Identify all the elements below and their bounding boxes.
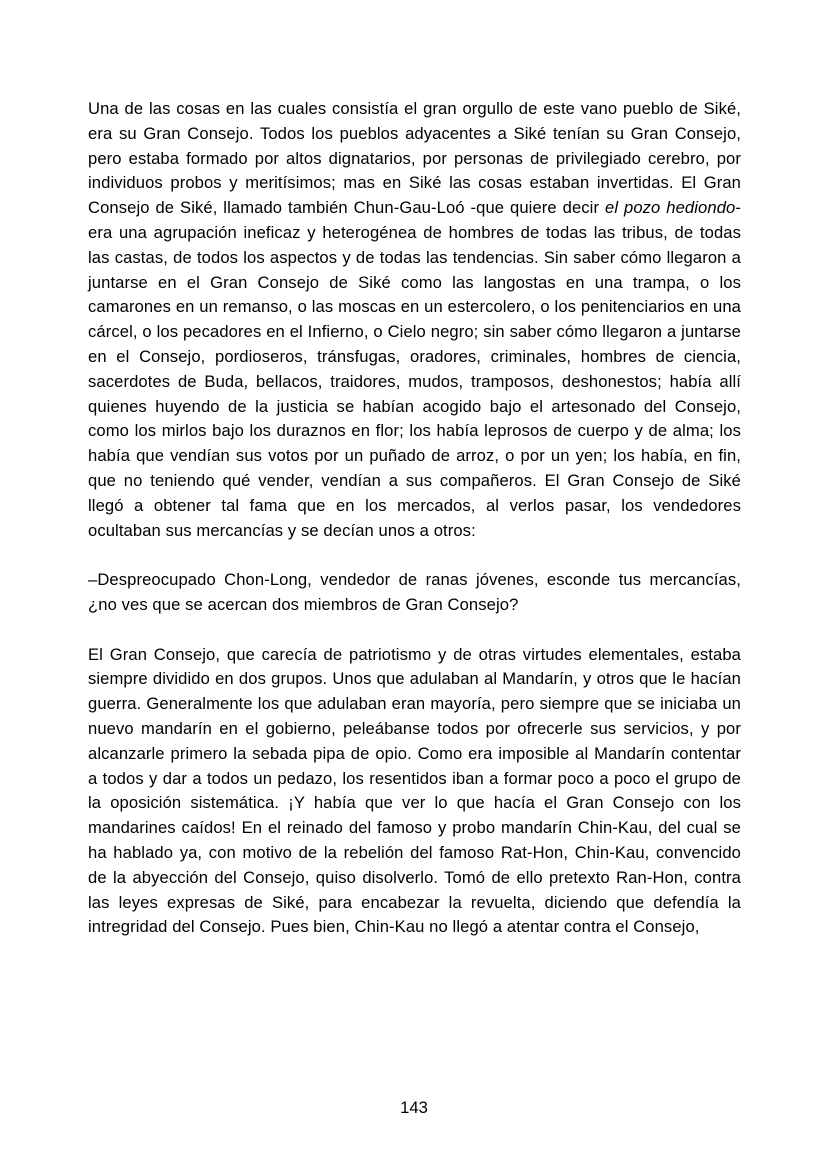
page-number: 143 xyxy=(400,1098,428,1117)
paragraph xyxy=(88,97,741,543)
paragraph: –Despreocupado Chon-Long, vendedor de ranas jóvenes, esconde tus mercancías, ¿no ves que se acercan dos miembros de Gran Consejo? xyxy=(88,570,741,614)
paragraph-text: Una de las cosas en las cuales consistía el gran orgullo de este vano pueblo de Siké, era su Gran Consejo. Todos los pueblos adyacentes a Siké tenían su Gran Consejo, pero estaba formado por altos dignatarios, por personas de privilegiado cerebro, por individuos probos y meritísimos; mas en Siké las cosas estaban invertidas. El Gran Consejo de Siké, llamado también Chun-Gau-Loó -que quiere decir xyxy=(88,99,741,218)
italic-phrase: el pozo hediondo xyxy=(604,198,736,218)
paragraph: El Gran Consejo, que carecía de patriotismo y de otras virtudes elementales, estaba siempre dividido en dos grupos. Unos que adulaban al Mandarín, y otros que le hacían guerra. Generalmente los que adulaban eran mayoría, pero siempre que se iniciaba un nuevo mandarín en el gobierno, peleábanse todos por ofrecerle sus servicios, y por alcanzarle primero la sebada pipa de opio. Como era imposible al Mandarín contentar a todos y dar a todos un pedazo, los resentidos iban a formar poco a poco el grupo de la oposición sistemática. ¡Y había que ver lo que hacía el Gran Consejo con los mandarines caídos! En el reinado del famoso y probo mandarín Chin-Kau, del cual se ha hablado ya, con motivo de la rebelión del famoso Rat-Hon, Chin-Kau, convencido de la abyección del Consejo, quiso disolverlo. Tomó de ello pretexto Ran-Hon, contra las leyes expresas de Siké, para encabezar la revuelta, diciendo que defendía la intregridad del Consejo. Pues bien, Chin-Kau no llegó a atentar contra el Consejo, xyxy=(88,644,741,937)
body-text xyxy=(88,97,741,965)
paragraph-text: - era una agrupación ineficaz y heterogénea de hombres de todas las tribus, de todas las castas, de todos los aspectos y de todas las tendencias. Sin saber cómo llegaron a juntarse en el Gran Consejo de Siké como las langostas en una trampa, o los camarones en un remanso, o las moscas en un estercolero, o los penitenciarios en una cárcel, o los pecadores en el Infierno, o Cielo negro; sin saber cómo llegaron a juntarse en el Consejo, pordioseros, tránsfugas, oradores, criminales, hombres de ciencia, sacerdotes de Buda, bellacos, traidores, mudos, tramposos, deshonestos; había allí quienes huyendo de la justicia se habían acogido bajo el artesonado del Consejo, como los mirlos bajo los duraznos en flor; los había leprosos de cuerpo y de alma; los había que vendían sus votos por un puñado de arroz, o por un yen; los había, en fin, que no teniendo qué vender, vendían a sus compañeros. El Gran Consejo de Siké llegó a obtener tal fama que en los mercados, al verlos pasar, los vendedores ocultaban sus mercancías y se decían unos a otros: xyxy=(88,198,741,540)
